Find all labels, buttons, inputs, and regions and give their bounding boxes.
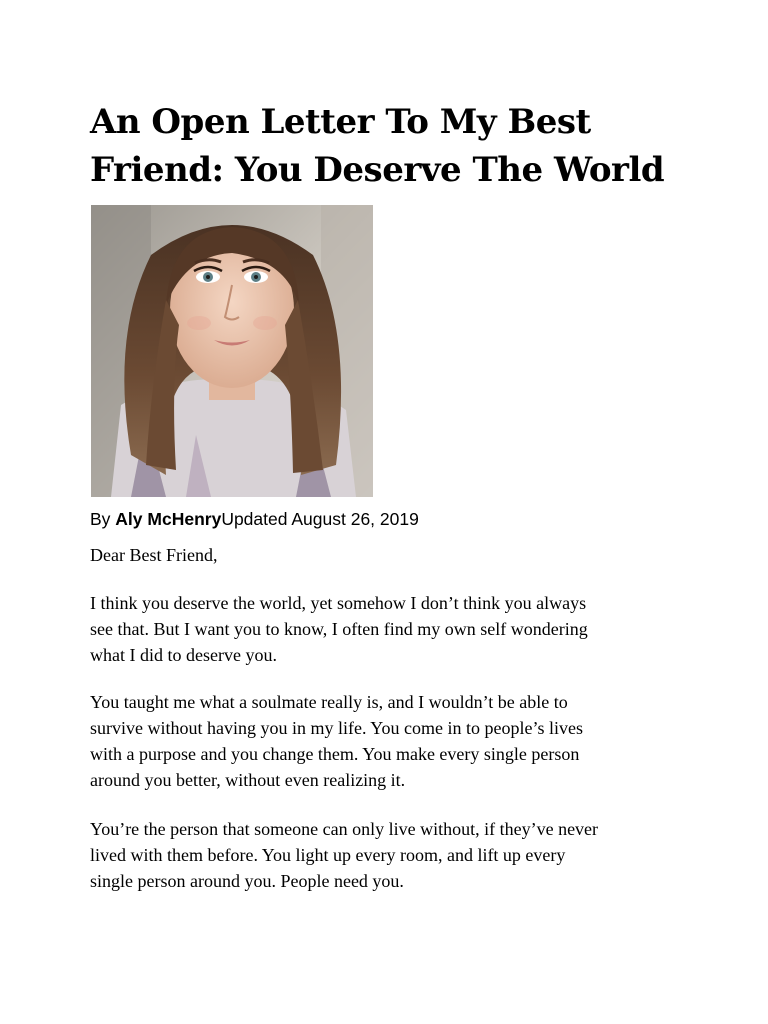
title-line-1: An Open Letter To My Best <box>90 102 591 142</box>
paragraph-2 <box>90 689 690 793</box>
author-portrait-icon <box>91 205 373 497</box>
salutation: Dear Best Friend, <box>90 545 218 565</box>
paragraph-line: what I did to deserve you. <box>90 645 277 665</box>
paragraph-line: lived with them before. You light up every room, and lift up every <box>90 845 566 865</box>
paragraph-line: You taught me what a soulmate really is, and I wouldn’t be able to <box>90 692 568 712</box>
paragraph-line: single person around you. People need you. <box>90 871 404 891</box>
author-photo <box>91 205 373 497</box>
author-name[interactable]: Aly McHenry <box>115 509 222 529</box>
paragraph-line: see that. But I want you to know, I often find my own self wondering <box>90 619 588 639</box>
byline <box>90 507 419 531</box>
paragraph-line: with a purpose and you change them. You make every single person <box>90 744 580 764</box>
paragraph-line: around you better, without even realizing it. <box>90 770 406 790</box>
updated-date: Updated August 26, 2019 <box>221 509 419 529</box>
paragraph-1 <box>90 590 690 668</box>
article-title <box>90 98 690 194</box>
paragraph-3 <box>90 816 690 894</box>
paragraph-line: survive without having you in my life. You come in to people’s lives <box>90 718 583 738</box>
paragraph-line: You’re the person that someone can only live without, if they’ve never <box>90 819 599 839</box>
paragraph-line: I think you deserve the world, yet somehow I don’t think you always <box>90 593 587 613</box>
byline-prefix: By <box>90 509 116 529</box>
title-line-2: Friend: You Deserve The World <box>90 150 665 190</box>
